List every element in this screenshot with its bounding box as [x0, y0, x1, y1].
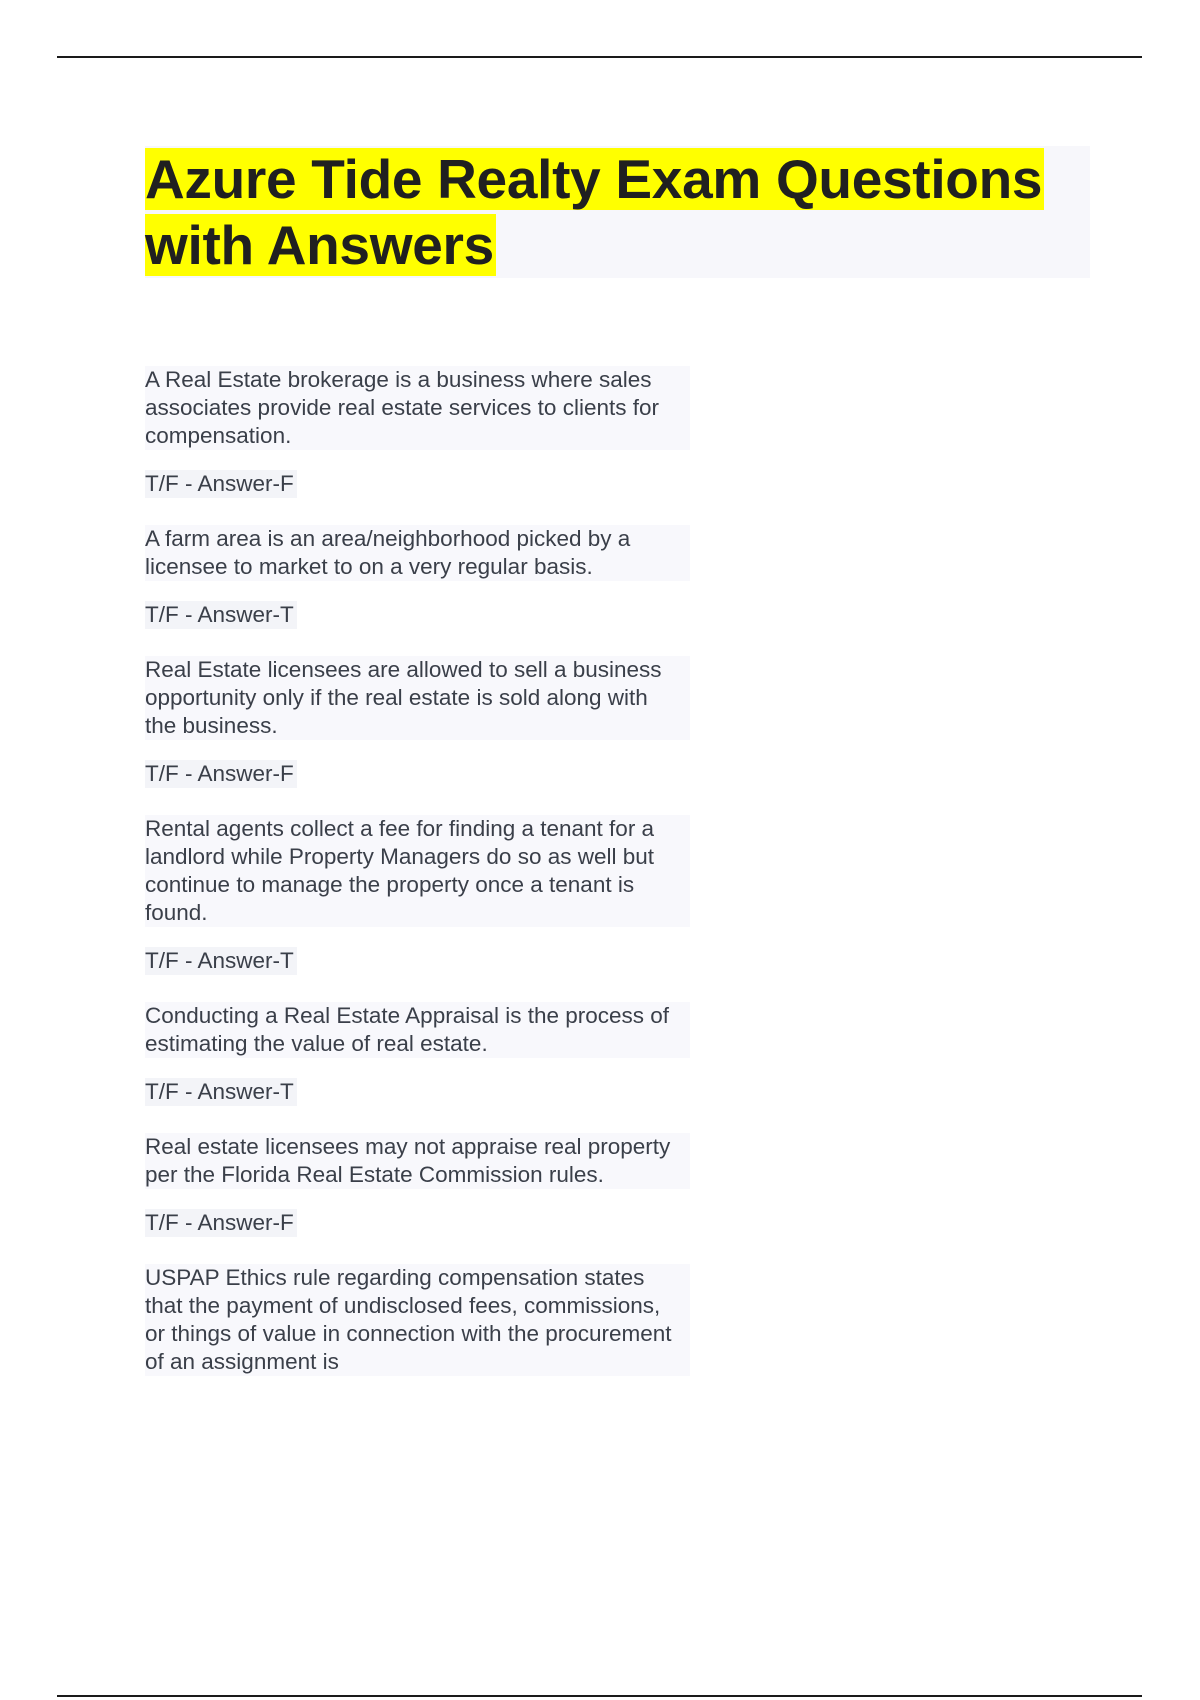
- question-text: Rental agents collect a fee for finding a tenant for a landlord while Property Managers do so as well but continue to manage the property once a tenant is found.: [145, 815, 690, 927]
- answer-text: T/F - Answer-F: [145, 760, 297, 788]
- question-text: USPAP Ethics rule regarding compensation states that the payment of undisclosed fees, commissions, or things of value in connection with the procurement of an assignment is: [145, 1264, 690, 1376]
- question-text: A Real Estate brokerage is a business where sales associates provide real estate services to clients for compensation.: [145, 366, 690, 450]
- qa-item: [145, 1264, 690, 1376]
- question-text: Real estate licensees may not appraise real property per the Florida Real Estate Commission rules.: [145, 1133, 690, 1189]
- bottom-rule: [57, 1695, 1142, 1697]
- title-highlight: Azure Tide Realty Exam Questions with Answers: [145, 148, 1043, 276]
- answer-text: T/F - Answer-T: [145, 601, 297, 629]
- qa-item: [145, 525, 690, 656]
- answer-text: T/F - Answer-T: [145, 947, 297, 975]
- qa-item: [145, 656, 690, 815]
- document-title: [145, 146, 1090, 278]
- qa-item: [145, 815, 690, 1002]
- title-block: [145, 146, 1090, 278]
- answer-text: T/F - Answer-F: [145, 1209, 297, 1237]
- question-text: A farm area is an area/neighborhood picked by a licensee to market to on a very regular basis.: [145, 525, 690, 581]
- question-text: Conducting a Real Estate Appraisal is the process of estimating the value of real estate.: [145, 1002, 690, 1058]
- qa-item: [145, 1133, 690, 1264]
- question-text: Real Estate licensees are allowed to sell a business opportunity only if the real estate is sold along with the business.: [145, 656, 690, 740]
- answer-text: T/F - Answer-F: [145, 470, 297, 498]
- qa-list: [145, 366, 690, 1396]
- qa-item: [145, 1002, 690, 1133]
- answer-text: T/F - Answer-T: [145, 1078, 297, 1106]
- top-rule: [57, 56, 1142, 58]
- qa-item: [145, 366, 690, 525]
